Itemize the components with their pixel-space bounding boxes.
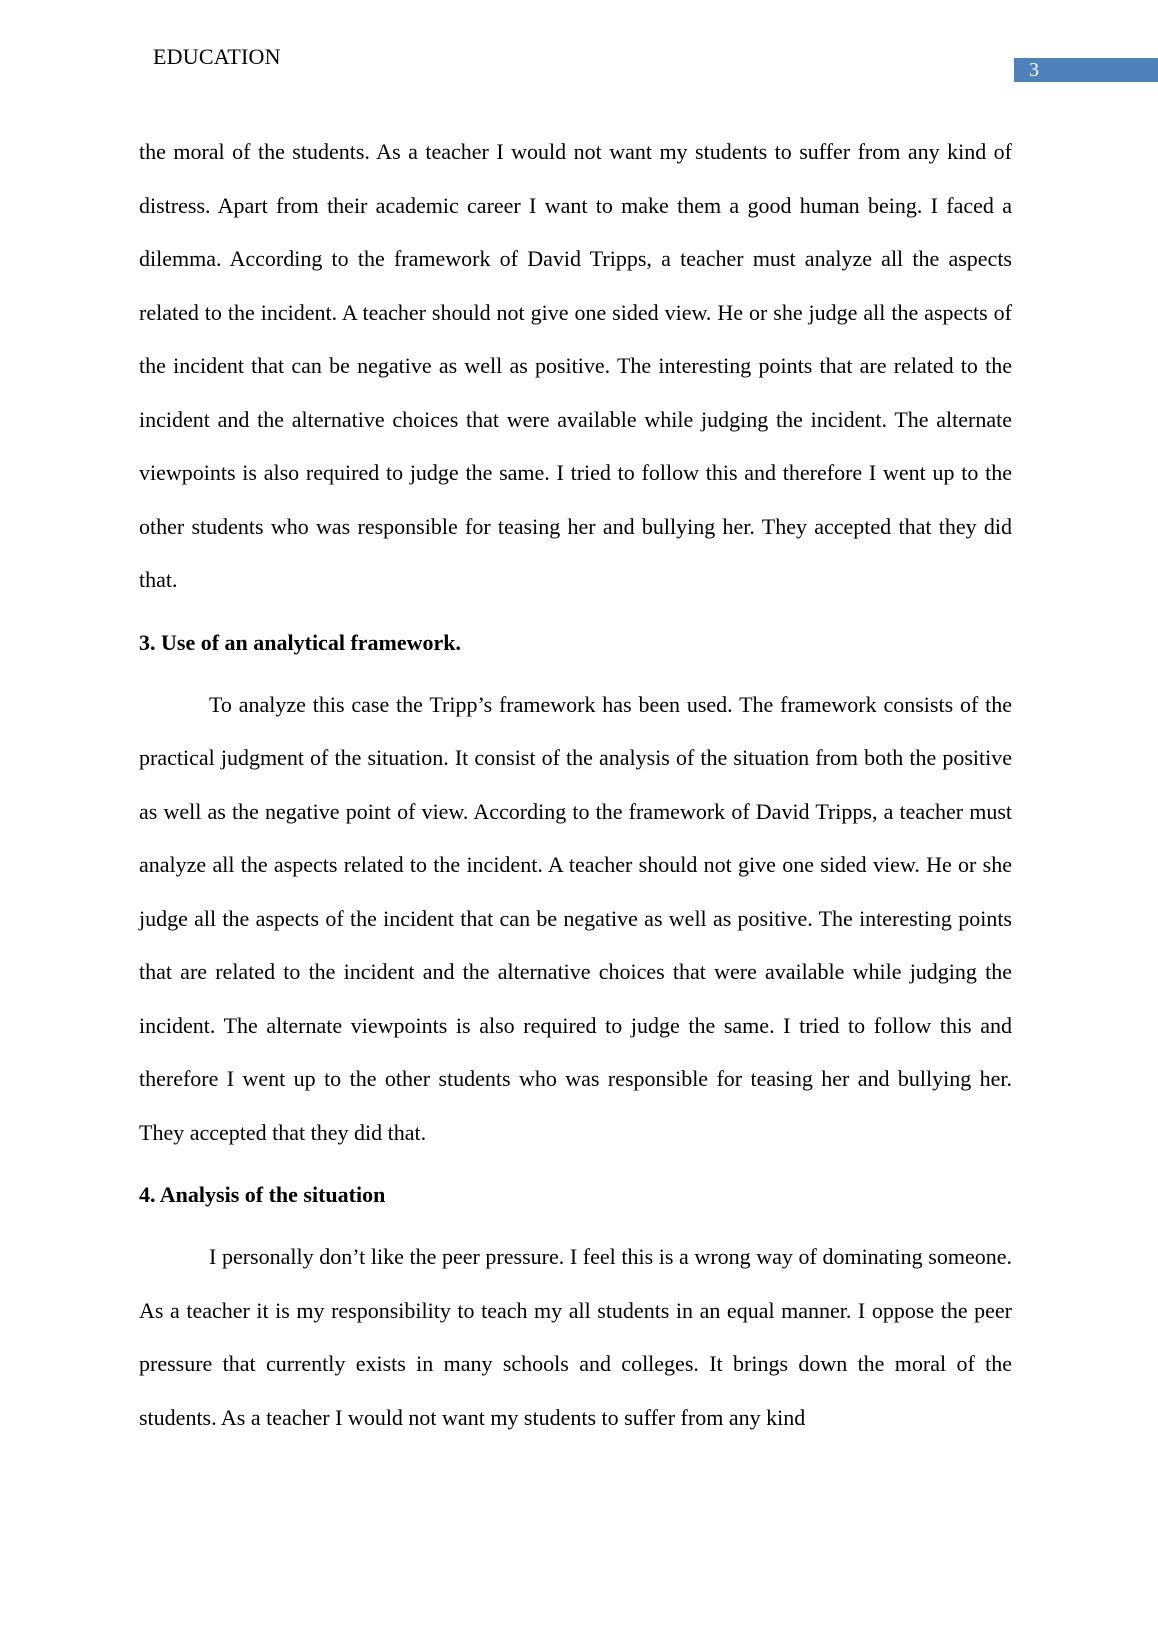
section-heading: 3. Use of an analytical framework. (139, 629, 462, 655)
running-head: EDUCATION (153, 44, 281, 69)
section-heading: 4. Analysis of the situation (139, 1182, 386, 1207)
body-paragraph: To analyze this case the Tripp’s framework has been used. The framework consists of the practical judgment of the situation. It consist of the analysis of the situation from both the positive as well as the negative point of view. According to the framework of David Tripps, a teacher must analyze all the aspects related to the incident. A teacher should not give one sided view. He or she judge all the aspects of the incident that can be negative as well as positive. The interesting points that are related to the incident and the alternative choices that were available while judging the incident. The alternate viewpoints is also required to judge the same. I tried to follow this and therefore I went up to the other students who was responsible for teasing her and bullying her. They accepted that they did that. (139, 691, 1012, 1145)
page-number: 3 (1014, 58, 1158, 82)
document-body (139, 125, 1012, 1444)
body-paragraph: the moral of the students. As a teacher I would not want my students to suffer from any kind of distress. Apart from their academic career I want to make them a good human being. I faced a dilemma. According to the framework of David Tripps, a teacher must analyze all the aspects related to the incident. A teacher should not give one sided view. He or she judge all the aspects of the incident that can be negative as well as positive. The interesting points that are related to the incident and the alternative choices that were available while judging the incident. The alternate viewpoints is also required to judge the same. I tried to follow this and therefore I went up to the other students who was responsible for teasing her and bullying her. They accepted that they did that. (139, 139, 1012, 592)
body-paragraph: I personally don’t like the peer pressure. I feel this is a wrong way of dominating someone. As a teacher it is my responsibility to teach my all students in an equal manner. I oppose the peer pressure that currently exists in many schools and colleges. It brings down the moral of the students. As a teacher I would not want my students to suffer from any kind (139, 1244, 1012, 1430)
